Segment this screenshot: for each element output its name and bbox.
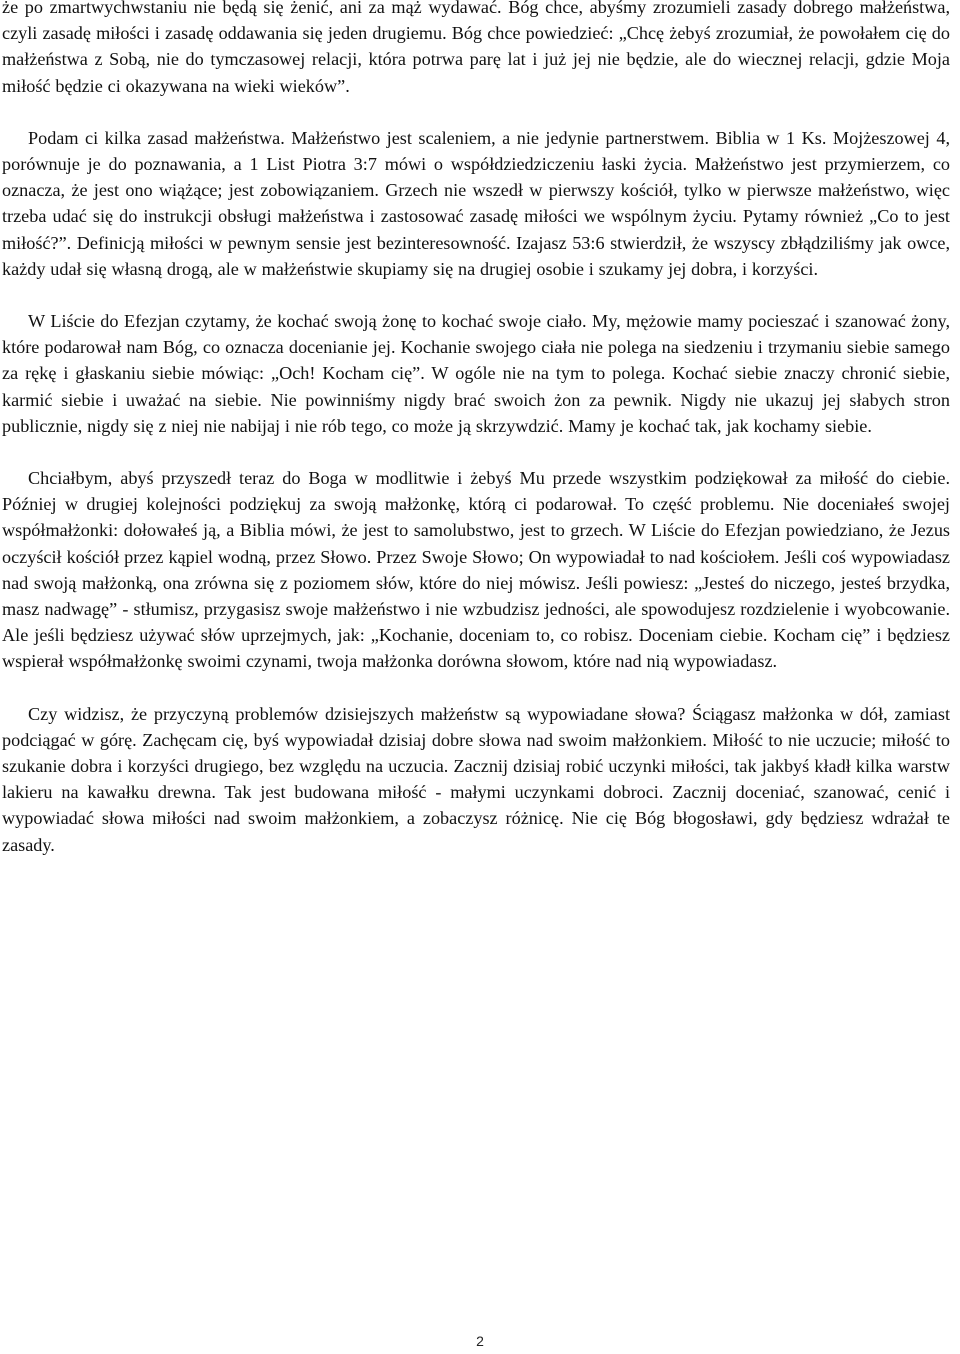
paragraph-text: Podam ci kilka zasad małżeństwa. Małżeństwo jest scaleniem, a nie jedynie partnerstwem. Biblia w 1 Ks. Mojżeszowej 4, porównuje je do poznawania, a 1 List Piotra 3:7 mówi o współdziedziczeniu łaski życia. Małżeństwo jest przymierzem, co oznacza, że jest ono wiążące; jest zobowiązaniem. Grzech nie wszedł w pierwszy kościół, tylko w pierwsze małżeństwo, więc trzeba udać się do instrukcji obsługi małżeństwa i zastosować zasadę miłości we wspólnym życiu. Pytamy również „Co to jest miłość?”. Definicją miłości w pewnym sensie jest bezinteresowność. Izajasz 53:6 stwierdził, że wszyscy zbłądziliśmy jak owce, każdy udał się własną drogą, ale w małżeństwie skupiamy się na drugiej osobie i szukamy jej dobra, i korzyści. — [2, 127, 950, 279]
paragraph-words-matter — [2, 701, 950, 858]
paragraph-prayer-thanks — [2, 465, 950, 675]
paragraph-text: Chciałbym, abyś przyszedł teraz do Boga w modlitwie i żebyś Mu przede wszystkim podziękował za miłość do ciebie. Później w drugiej kolejności podziękuj za swoją małżonkę, którą ci podarował. To część problemu. Nie doceniałeś swojej współmałżonki: dołowałeś ją, a Biblia mówi, że jest to samolubstwo, jest to grzech. W Liście do Efezjan powiedziano, że Jezus oczyścił kościół przez kąpiel wodną, przez Słowo. Przez Swoje Słowo; On wypowiadał to nad kościołem. Jeśli coś wypowiadasz nad swoją małżonką, ona zrówna się z poziomem słów, które do niej mówisz. Jeśli powiesz: „Jesteś do niczego, jesteś brzydka, masz nadwagę” - stłumisz, przygasisz swoje małżeństwo i nie wzbudzisz jedności, ale spowodujesz rozdzielenie i wyobcowanie. Ale jeśli będziesz używać słów uprzejmych, jak: „Kochanie, doceniam to, co robisz. Doceniam ciebie. Kocham cię” i będziesz wspierał współmałżonkę swoimi czynami, twoja małżonka dorówna słowom, które nad nią wypowiadasz. — [2, 468, 950, 672]
page-number: 2 — [476, 1333, 484, 1349]
paragraph-text: Czy widzisz, że przyczyną problemów dzisiejszych małżeństw są wypowiadane słowa? Ściągasz małżonka w dół, zamiast podciągać w górę. Zachęcam cię, byś wypowiadał dzisiaj dobre słowa nad swoim małżonkiem. Miłość to nie uczucie; miłość to szukanie dobra i korzyści drugiego, bez względu na uczucia. Zacznij dzisiaj robić uczynki miłości, tak jakbyś kładł kilka warstw lakieru na kawałku drewna. Tak jest budowana miłość - małymi uczynkami dobroci. Zacznij doceniać, szanować, cenić i wypowiadać słowa miłości nad swoim małżonkiem, a zobaczysz różnicę. Nie cię Bóg błogosławi, gdy będziesz wdrażał te zasady. — [2, 703, 950, 855]
paragraph-marriage-principles — [2, 125, 950, 282]
paragraph-ephesians-love — [2, 308, 950, 439]
paragraph-resurrection-marriage — [2, 0, 950, 99]
paragraph-text: że po zmartwychwstaniu nie będą się żenić, ani za mąż wydawać. Bóg chce, abyśmy zrozumieli zasady dobrego małżeństwa, czyli zasadę miłości i zasadę oddawania się jeden drugiemu. Bóg chce powiedzieć: „Chcę żebyś zrozumiał, że powołałem cię do małżeństwa z Sobą, nie do tymczasowej relacji, która potrwa parę lat i już jej nie będzie, ale do wiecznej relacji, gdzie Moja miłość będzie ci okazywana na wieki wieków”. — [2, 0, 950, 96]
paragraph-text: W Liście do Efezjan czytamy, że kochać swoją żonę to kochać swoje ciało. My, mężowie mamy pocieszać i szanować żony, które podarował nam Bóg, co oznacza docenianie jej. Kochanie swojego ciała nie polega na siedzeniu i trzymaniu siebie samego za rękę i głaskaniu siebie mówiąc: „Och! Kocham cię”. W ogóle nie na tym to polega. Kochać siebie znaczy chronić siebie, karmić siebie i uważać na siebie. Nie powinniśmy nigdy brać swoich żon za pewnik. Nigdy nie ukazuj jej słabych stron publicznie, nigdy się z niej nie nabijaj i nie rób tego, co może ją skrzywdzić. Mamy je kochać tak, jak kochamy siebie. — [2, 311, 950, 436]
